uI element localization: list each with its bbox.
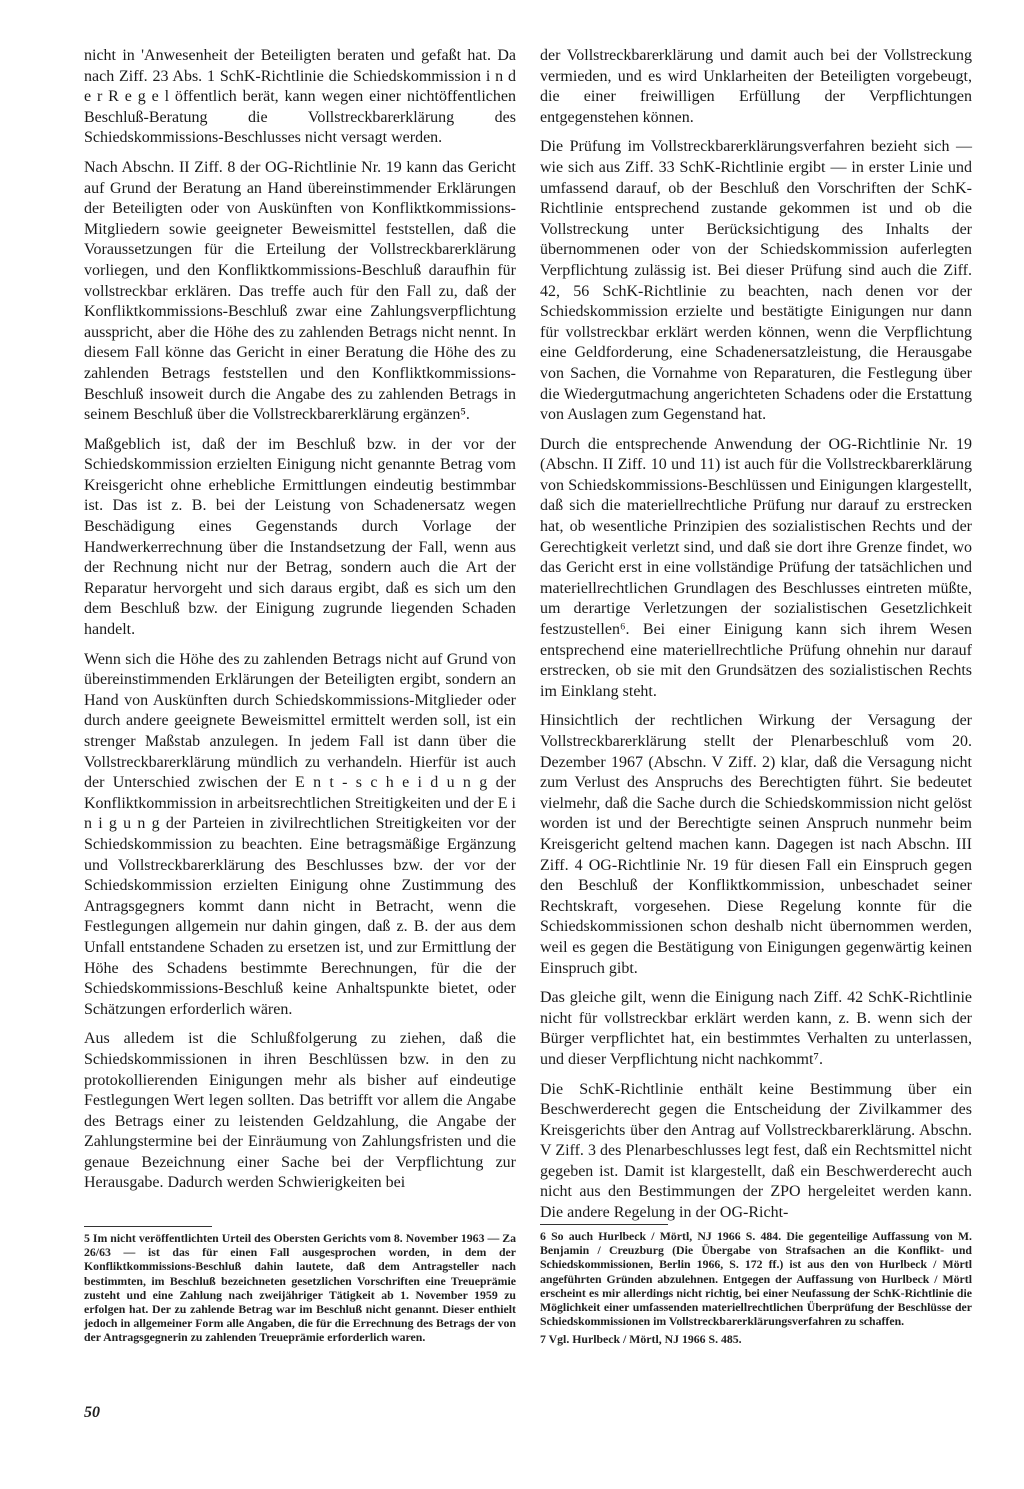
right-column [540,46,972,1233]
paragraph: nicht in 'Anwesenheit der Beteiligten beraten und gefaßt hat. Da nach Ziff. 23 Abs. 1 SchK-Richtlinie die Schiedskommission i n d e r R e g e l öffentlich berät, kann wegen einer nichtöffentlichen Beschluß-Beratung die Vollstreckbarerklärung des Schiedskommissions-Beschlusses nicht versagt werden. [84,47,516,147]
footnotes-right [540,1220,972,1351]
paragraph: Nach Abschn. II Ziff. 8 der OG-Richtlinie Nr. 19 kann das Gericht auf Grund der Beratung an Hand übereinstimmender Erklärungen der Beteiligten oder von Auskünften von Konfliktkommissions-Mitgliedern sowie geeigneter Beweismittel feststellen, daß die Voraussetzungen für die Erteilung der Vollstreckbarerklärung vorliegen, und den Konfliktkommissions-Beschluß daraufhin für vollstreckbar erklären. Das treffe auch für den Fall zu, daß der Konfliktkommissions-Beschluß zwar eine Zahlungsverpflichtung ausspricht, aber die Höhe des zu zahlenden Betrags nicht nennt. In diesem Fall könne das Gericht in einer Beratung die Höhe des zu zahlenden Betrags feststellen und den Konfliktkommissions-Beschluß insoweit durch die Angabe des zu zahlenden Betrags in seinem Beschluß über die Vollstreckbarerklärung ergänzen⁵. [84,158,516,424]
footnotes-left [84,1222,516,1349]
footnote: 7 Vgl. Hurlbeck / Mörtl, NJ 1966 S. 485. [540,1332,742,1347]
paragraph: Die SchK-Richtlinie enthält keine Bestimmung über ein Beschwerderecht gegen die Entscheidung der Zivilkammer des Kreisgerichts über den Antrag auf Vollstreckbarerklärung. Abschn. V Ziff. 3 des Plenarbeschlusses legt fest, daß ein Rechtsmittel nicht gegeben ist. Damit ist klargestellt, daß ein Beschwerderecht auch nicht aus den Bestimmungen der ZPO hergeleitet werden kann. Die andere Regelung in der OG-Richt- [540,1080,972,1222]
paragraph: Das gleiche gilt, wenn die Einigung nach Ziff. 42 SchK-Richtlinie nicht für vollstreckbar erklärt werden kann, z. B. wenn sich der Bürger verpflichtet hat, ein bestimmtes Verhalten zu unterlassen, und dieser Verpflichtung nicht nachkommt⁷. [540,989,972,1068]
paragraph: Maßgeblich ist, daß der im Beschluß bzw. in der vor der Schiedskommission erzielten Einigung nicht genannte Betrag vom Kreisgericht ohne erhebliche Ermittlungen eindeutig bestimmbar ist. Das ist z. B. bei der Leistung von Schadenersatz wegen Beschädigung eines Gegenstands durch Vorlage der Handwerkerrechnung über die Instandsetzung der Fall, wenn aus der Rechnung nicht nur der Betrag, sondern auch die Art der Reparatur hervorgeht und sich daraus ergibt, daß es sich um den dem Beschluß bzw. der Einigung zugrunde liegenden Schaden handelt. [84,435,516,639]
paragraph: Hinsichtlich der rechtlichen Wirkung der Versagung der Vollstreckbarerklärung stellt der Plenarbeschluß vom 20. Dezember 1967 (Abschn. V Ziff. 2) klar, daß die Versagung nicht zum Verlust des Anspruchs des Berechtigten führt. Sie bedeutet vielmehr, daß die Sache durch die Schiedskommission nicht gelöst worden ist und der Berechtigte seinen Anspruch nunmehr beim Kreisgericht geltend machen kann. Dagegen ist nach Abschn. III Ziff. 4 OG-Richtlinie Nr. 19 für diesen Fall ein Einspruch gegen den Beschluß der Konfliktkommission, unbeschadet seiner Rechtskraft, vorgesehen. Diese Regelung konnte für die Schiedskommissionen schon deshalb nicht übernommen werden, weil es gegen die Bestätigung von Einigungen gegenwärtig keinen Einspruch gibt. [540,712,972,977]
paragraph: der Vollstreckbarerklärung und damit auch bei der Vollstreckung vermieden, und es wird Unklarheiten der Beteiligten vorgebeugt, die einer freiwilligen Erfüllung der Verpflichtungen entgegenstehen können. [540,47,972,126]
left-column [84,46,516,1203]
footnote-divider [540,1224,668,1225]
footnote: 5 Im nicht veröffentlichten Urteil des Obersten Gerichts vom 8. November 1963 — Za 26/63 — ist das für einen Fall ausgesprochen worden, in dem der Konfliktkommissions-Beschluß dahin lautete, daß dem Antragsteller nach bestimmten, im Beschluß bezeichneten gesetzlichen Vorschriften eine Treueprämie zusteht und eine Zahlung nach zweijähriger Tätigkeit ab 1. November 1959 zu erfolgen hat. Der zu zahlende Betrag war im Beschluß nicht genannt. Dieser enthielt jedoch in allgemeiner Form alle Angaben, die für die Errechnung des Betrags der von der Antragsgegnerin zu zahlenden Treueprämie erforderlich waren. [84,1231,516,1345]
footnote: 6 So auch Hurlbeck / Mörtl, NJ 1966 S. 484. Die gegenteilige Auffassung von M. Benjamin / Creuzburg (Die Übergabe von Strafsachen an die Konflikt- und Schiedskommissionen, Berlin 1966, S. 172 ff.) ist aus den von Hurlbeck / Mörtl angeführten Gründen abzulehnen. Entgegen der Auffassung von Hurlbeck / Mörtl erscheint es mir allerdings nicht richtig, bei einer Neufassung der SchK-Richtlinie die Möglichkeit einer umfassenden materiellrechtlichen Überprüfung der Beschlüsse der Schiedskommissionen im Vollstreckbarerklärungsverfahren zu schaffen. [540,1229,972,1329]
footnote-divider [84,1226,212,1227]
paragraph: Aus alledem ist die Schlußfolgerung zu ziehen, daß die Schiedskommissionen in ihren Beschlüssen bzw. in den zu protokollierenden Einigungen mehr als bisher auf eindeutige Festlegungen Wert legen sollten. Das betrifft vor allem die Angabe des Betrags einer zu leistenden Geldzahlung, die Angabe der Zahlungstermine bei der Einräumung von Zahlungsfristen und die genaue Bezeichnung einer Sache bei der Verpflichtung zur Herausgabe. Dadurch werden Schwierigkeiten bei [84,1030,516,1192]
paragraph: Die Prüfung im Vollstreckbarerklärungsverfahren bezieht sich — wie sich aus Ziff. 33 SchK-Richtlinie ergibt — in erster Linie und umfassend darauf, ob der Beschluß den Vorschriften der SchK-Richtlinie entsprechend zustande gekommen ist und ob die Vollstreckung unter Berücksichtigung des Inhalts der übernommenen oder von der Schiedskommission auferlegten Verpflichtung zulässig ist. Bei dieser Prüfung sind auch die Ziff. 42, 56 SchK-Richtlinie zu beachten, nach denen vor der Schiedskommission erzielte und bestätigte Einigungen nur dann für vollstreckbar erklärt werden können, wenn die Verpflichtung eine Geldforderung, eine Schadenersatzleistung, die Herausgabe von Sachen, die Vornahme von Reparaturen, die Festlegung über die Wiedergutmachung angerichteten Schadens oder die Erstattung von Auslagen zum Gegenstand hat. [540,138,972,424]
page-number: 50 [84,1404,100,1421]
paragraph: Durch die entsprechende Anwendung der OG-Richtlinie Nr. 19 (Abschn. II Ziff. 10 und 11) ist auch für die Vollstreckbarerklärung von Schiedskommissions-Beschlüssen und Einigungen klargestellt, daß sich die materiellrechtliche Prüfung nur darauf zu erstrecken hat, ob wesentliche Prinzipien des sozialistischen Rechts und der Gerechtigkeit verletzt sind, und daß sie dort ihre Grenze findet, wo das Gericht erst in eine vollständige Prüfung der tatsächlichen und materiellrechtlichen Grundlagen des Beschlusses eintreten müßte, um derartige Verletzungen der sozialistischen Gesetzlichkeit festzustellen⁶. Bei einer Einigung kann sich ihrem Wesen entsprechend eine materiellrechtliche Prüfung ohnehin nur darauf erstrecken, ob sie mit den Grundsätzen des sozialistischen Rechts im Einklang steht. [540,435,972,700]
paragraph: Wenn sich die Höhe des zu zahlenden Betrags nicht auf Grund von übereinstimmenden Erklärungen der Beteiligten ergibt, sondern an Hand von Auskünften durch Schiedskommissions-Mitglieder oder durch andere geeignete Beweismittel ermittelt werden soll, ist ein strenger Maßstab anzulegen. In jedem Fall ist dann über die Vollstreckbarerklärung mündlich zu verhandeln. Hierfür ist auch der Unterschied zwischen der E n t - s c h e i d u n g der Konfliktkommission in arbeitsrechtlichen Streitigkeiten und der E i n i g u n g der Parteien in zivilrechtlichen Streitigkeiten vor der Schiedskommission zu beachten. Eine betragsmäßige Ergänzung und Vollstreckbarerklärung des Beschlusses bzw. der vor der Schiedskommission erzielten Einigung ohne Zustimmung des Antragsgegners kommt dann nicht in Betracht, wenn die Festlegungen allgemein nur dahin gingen, daß z. B. der aus dem Unfall entstandene Schaden zu ersetzen ist, und zur Ermittlung der Höhe des Schadens bestimmte Berechnungen, für die der Schiedskommissions-Beschluß keine Anhaltspunkte bietet, oder Schätzungen erforderlich wären. [84,650,516,1018]
